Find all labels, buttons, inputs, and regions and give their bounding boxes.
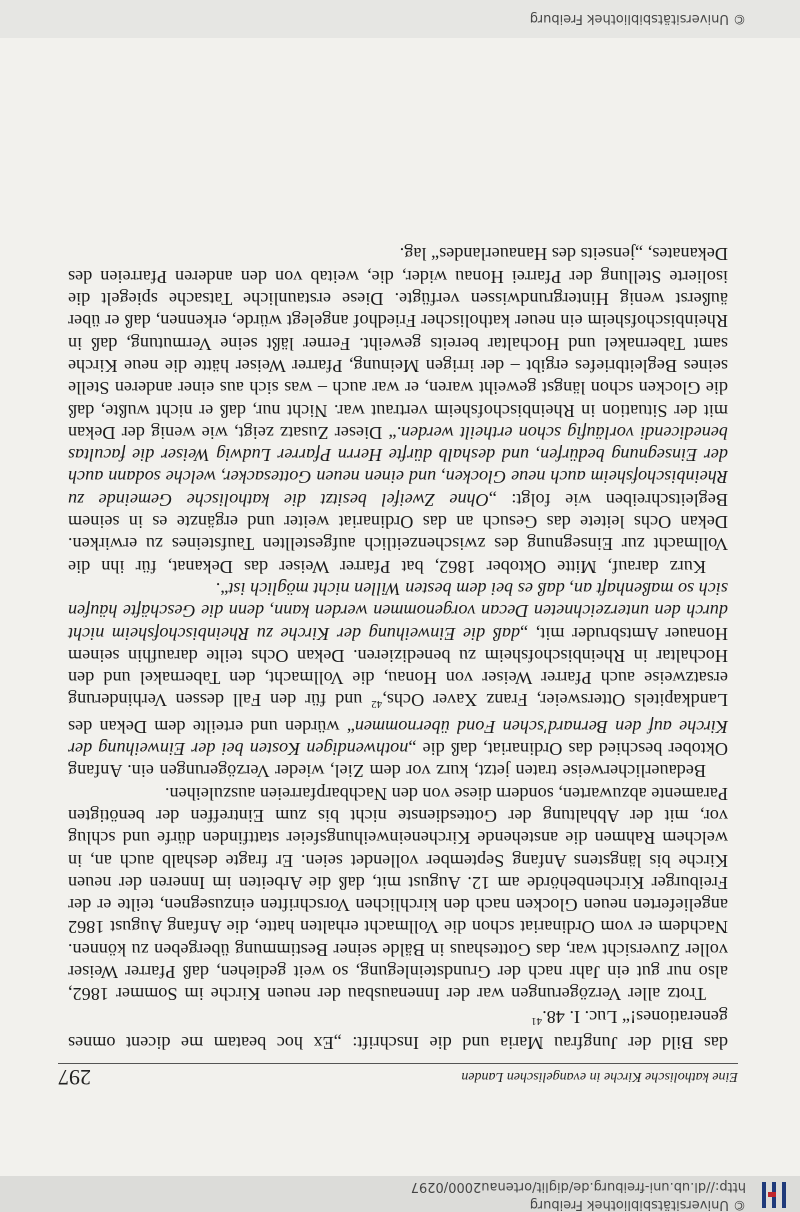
paragraph-1: das Bild der Jungfrau Maria und die Inschrift: „Ex hoc beatam me dicent omnes generationes!“ Luc. I. 48.41: [68, 1006, 728, 1053]
paragraph-2: Trotz aller Verzögerungen war der Innenausbau der neuen Kirche im Sommer 1862, also nur gut ein Jahr nach der Grundsteinlegung, so weit gediehen, daß Pfarrer Weiser voller Zuversicht war, das Gotteshaus in Bälde seiner Bestimmung übergeben zu können. Nachdem er vom Ordinariat schon die Vollmacht erhalten hatte, die Anfang August 1862 angelieferten neuen Glocken nach den kirchlichen Vorschriften einzusegnen, teilte er der Freiburger Kirchenbehörde am 12. August mit, daß die Arbeiten im Inneren der neuen Kirche bis längstens Anfang September vollendet seien. Er fragte deshalb auch an, in welchem Rahmen die anstehende Kircheneinweihungsfeier stattfinden dürfe und schlug vor, mit der Abhaltung der Gottesdienste nicht bis zum Eintreffen der benötigten Paramente abzuwarten, sondern diese von den Nachbarpfarreien auszuleihen.: [68, 783, 728, 1005]
library-credit: © Universitätsbibliothek Freiburg: [529, 1197, 746, 1212]
scan-footer-bar: [0, 0, 800, 38]
footnote-41[interactable]: 41: [531, 1014, 543, 1027]
library-credit-footer: © Universitätsbibliothek Freiburg: [529, 11, 746, 26]
paragraph-3: Bedauerlicherweise traten jetzt, kurz vor dem Ziel, wieder Verzögerungen ein. Anfang Oktober beschied das Ordinariat, daß die „nothwendigen Kosten bei der Einweihung der Kirche auf den Bernard'schen Fond übernommen“ würden und erteilte dem Dekan des Landkapitels Ottersweier, Franz Xaver Ochs,$^{42}$ und für den Fall dessen Verhinderung ersatzweise auch Pfarrer Weiser von Honau, die Vollmacht, den Tabernakel und den Hochaltar in Rheinbischofsheim zu benedizieren. Dekan Ochs teilte daraufhin seinem Honauer Amtsbruder mit, „daß die Einweihung der Kirche zu Rheinbischofsheim nicht durch den unterzeichneten Decan vorgenommen werden kann, denn die Geschäfte häufen sich so maßenhaft an, daß es bei dem besten Willen nicht möglich ist“.: [67, 578, 728, 782]
book-page: [0, 38, 800, 1176]
page-number: 297: [58, 1065, 91, 1090]
ub-logo-icon: [762, 1182, 786, 1208]
paragraph-4: Kurz darauf, Mitte Oktober 1862, bat Pfarrer Weiser das Dekanat, für ihn die Vollmacht zur Einsegnung des zwischenzeitlich aufgestellten Taufsteines zu erwirken. Dekan Ochs leitete das Gesuch an das Ordinariat weiter und ergänzte es in seinem Begleitschreiben wie folgt: „Ohne Zweifel besitzt die katholische Gemeinde zu Rheinbischofsheim auch neue Glocken, und einen neuen Gottesacker, welche sodann auch der Einsegnung bedürfen, und deshalb dürfte Herrn Pfarrer Ludwig Weiser die facultas benedicendi vorläufig schon ertheilt werden.“ Dieser Zusatz zeigt, wie wenig der Dekan mit der Situation in Rheinbischofsheim vertraut war. Nicht nur, daß er nicht wußte, daß die Glocken schon längst geweiht waren, er war auch – was sich aus einer anderen Stelle seines Begleitbriefes ergibt – der irrigen Meinung, Pfarrer Weiser hätte die neue Kirche samt Tabernakel und Hochaltar bereits geweiht. Ferner läßt seine Vermutung, daß in Rheinbischofsheim ein neuer katholischer Friedhof angelegt würde, erkennen, daß er über äußerst wenig Hintergrundwissen verfügte. Diese erstaunliche Tatsache spiegelt die isolierte Stellung der Pfarrei Honau wider, die, weitab von den anderen Pfarreien des Dekanates, „jenseits des Hanauerlandes“ lag.: [67, 244, 728, 577]
page-body: [68, 243, 728, 1054]
scan-header-bar: [0, 1176, 800, 1212]
footnote-42[interactable]: 42: [371, 698, 383, 711]
permalink-url[interactable]: http://dl.ub.uni-freiburg.de/diglit/ortenau2000/0297: [410, 1179, 746, 1194]
running-head: Eine katholische Kirche in evangelischen Landen: [461, 1069, 738, 1084]
header-rule: [58, 1063, 738, 1064]
